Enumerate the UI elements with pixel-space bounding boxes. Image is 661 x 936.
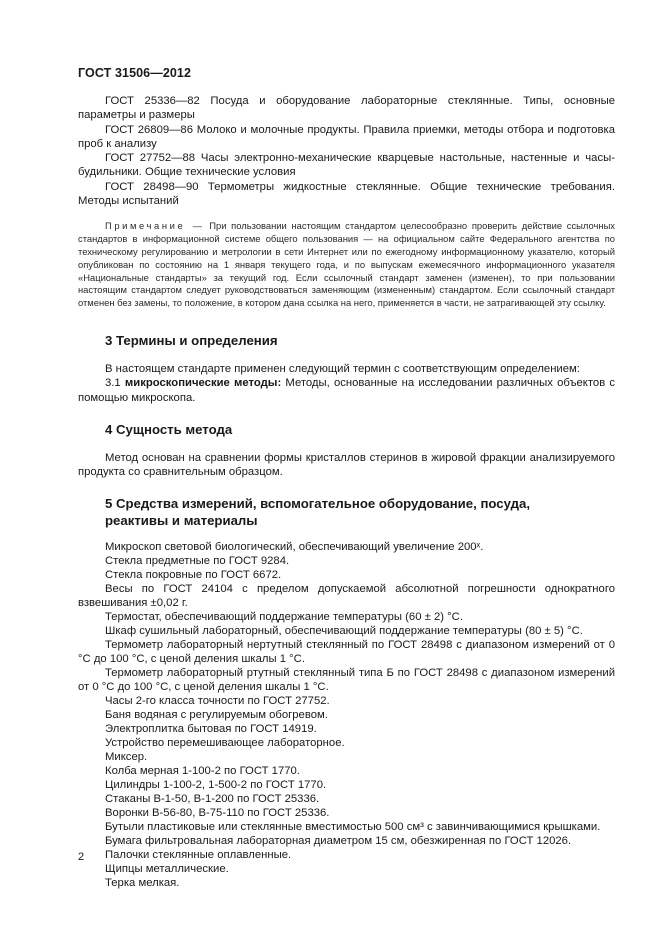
equipment-item: Воронки В-56-80, В-75-110 по ГОСТ 25336. xyxy=(105,807,330,820)
equipment-item: Бутыли пластиковые или стеклянные вместимостью 500 см³ с завинчивающимися крышками. xyxy=(105,821,601,834)
equipment-item: Шкаф сушильный лабораторный, обеспечивающий поддержание температуры (80 ± 5) °С. xyxy=(105,625,583,638)
equipment-item: Устройство перемешивающее лабораторное. xyxy=(105,737,345,750)
equipment-item: Стекла предметные по ГОСТ 9284. xyxy=(105,555,290,568)
equipment-item: Термометр лабораторный ртутный стеклянный типа Б по ГОСТ 28498 с диапазоном измерений от 0 °С до 100 °С, с ценой деления шкалы 1 °С. xyxy=(78,667,615,694)
equipment-item: Терка мелкая. xyxy=(105,877,180,890)
equipment-item: Миксер. xyxy=(105,751,148,764)
term-definition xyxy=(78,376,615,405)
note-label: Примечание — xyxy=(105,220,205,232)
reference-item: ГОСТ 28498—90 Термометры жидкостные стеклянные. Общие технические требования. Методы испытаний xyxy=(78,180,615,208)
equipment-item: Цилиндры 1-100-2, 1-500-2 по ГОСТ 1770. xyxy=(105,779,327,792)
equipment-item: Бумага фильтровальная лабораторная диаметром 15 см, обезжиренная по ГОСТ 12026. xyxy=(105,835,572,848)
section-5-heading-line2: реактивы и материалы xyxy=(105,513,258,529)
equipment-item: Термостат, обеспечивающий поддержание температуры (60 ± 2) °С. xyxy=(105,611,463,624)
section-3-heading: 3 Термины и определения xyxy=(105,332,278,348)
equipment-item: Часы 2-го класса точности по ГОСТ 27752. xyxy=(105,695,330,708)
section-5-heading xyxy=(78,495,615,529)
equipment-item: Палочки стеклянные оплавленные. xyxy=(105,849,292,862)
term-name: микроскопические методы: xyxy=(124,377,282,390)
section-5-heading-line1: 5 Средства измерений, вспомогательное оборудование, посуда, xyxy=(105,496,530,512)
equipment-item: Колба мерная 1-100-2 по ГОСТ 1770. xyxy=(105,765,300,778)
equipment-item: Электроплитка бытовая по ГОСТ 14919. xyxy=(105,723,317,736)
page-number: 2 xyxy=(78,851,85,863)
section-4-heading: 4 Сущность метода xyxy=(105,421,233,437)
term-definition-text: Методы, основанные на исследовании различных объектов с помощью микроскопа. xyxy=(78,377,616,404)
section-3-intro: В настоящем стандарте применен следующий термин с соответствующим определением: xyxy=(105,362,580,375)
reference-item: ГОСТ 26809—86 Молоко и молочные продукты. Правила приемки, методы отбора и подготовка проб к анализу xyxy=(78,123,615,150)
equipment-item: Термометр лабораторный нертутный стеклянный по ГОСТ 28498 с диапазоном измерений от 0 °С до 100 °С, с ценой деления шкалы 1 °С. xyxy=(78,639,615,666)
equipment-item: Микроскоп световой биологический, обеспечивающий увеличение 200ˣ. xyxy=(105,541,484,554)
document-header: ГОСТ 31506—2012 xyxy=(78,66,192,80)
equipment-item: Баня водяная с регулируемым обогревом. xyxy=(105,709,328,722)
references-list xyxy=(78,94,615,208)
equipment-list xyxy=(78,540,615,890)
page-content xyxy=(78,94,615,890)
equipment-item: Стаканы В-1-50, В-1-200 по ГОСТ 25336. xyxy=(105,793,320,806)
equipment-item: Щипцы металлические. xyxy=(105,863,229,876)
reference-item: ГОСТ 27752—88 Часы электронно-механические кварцевые настольные, настенные и часы-будильники. Общие технические условия xyxy=(78,152,615,179)
equipment-item: Весы по ГОСТ 24104 с пределом допускаемой абсолютной погрешности однократного взвешивания ±0,02 г. xyxy=(78,583,615,610)
reference-item: ГОСТ 25336—82 Посуда и оборудование лабораторные стеклянные. Типы, основные параметры и размеры xyxy=(78,95,615,122)
section-4-text: Метод основан на сравнении формы кристаллов стеринов в жировой фракции анализируемого продукта со сравнительным образцом. xyxy=(78,451,615,479)
term-number: 3.1 xyxy=(105,377,121,390)
note-text: При пользовании настоящим стандартом целесообразно проверить действие ссылочных стандартов в информационной системе общего пользования — на официальном сайте Федерального агентства по техническому регулированию и метрологии в сети Интернет или по ежегодному информационному указателю, который опубликован по состоянию на 1 января текущего года, и по выпускам ежемесячного информационного указателя «Национальные стандарты» за текущий год. Если ссылочный стандарт заменен (изменен), то при пользовании настоящим стандартом следует руководствоваться заменяющим (измененным) стандартом. Если ссылочный стандарт отменен без замены, то положение, в котором дана ссылка на него, применяется в части, не затрагивающей эту ссылку. xyxy=(78,220,615,309)
note-paragraph xyxy=(78,220,615,310)
equipment-item: Стекла покровные по ГОСТ 6672. xyxy=(105,569,282,582)
